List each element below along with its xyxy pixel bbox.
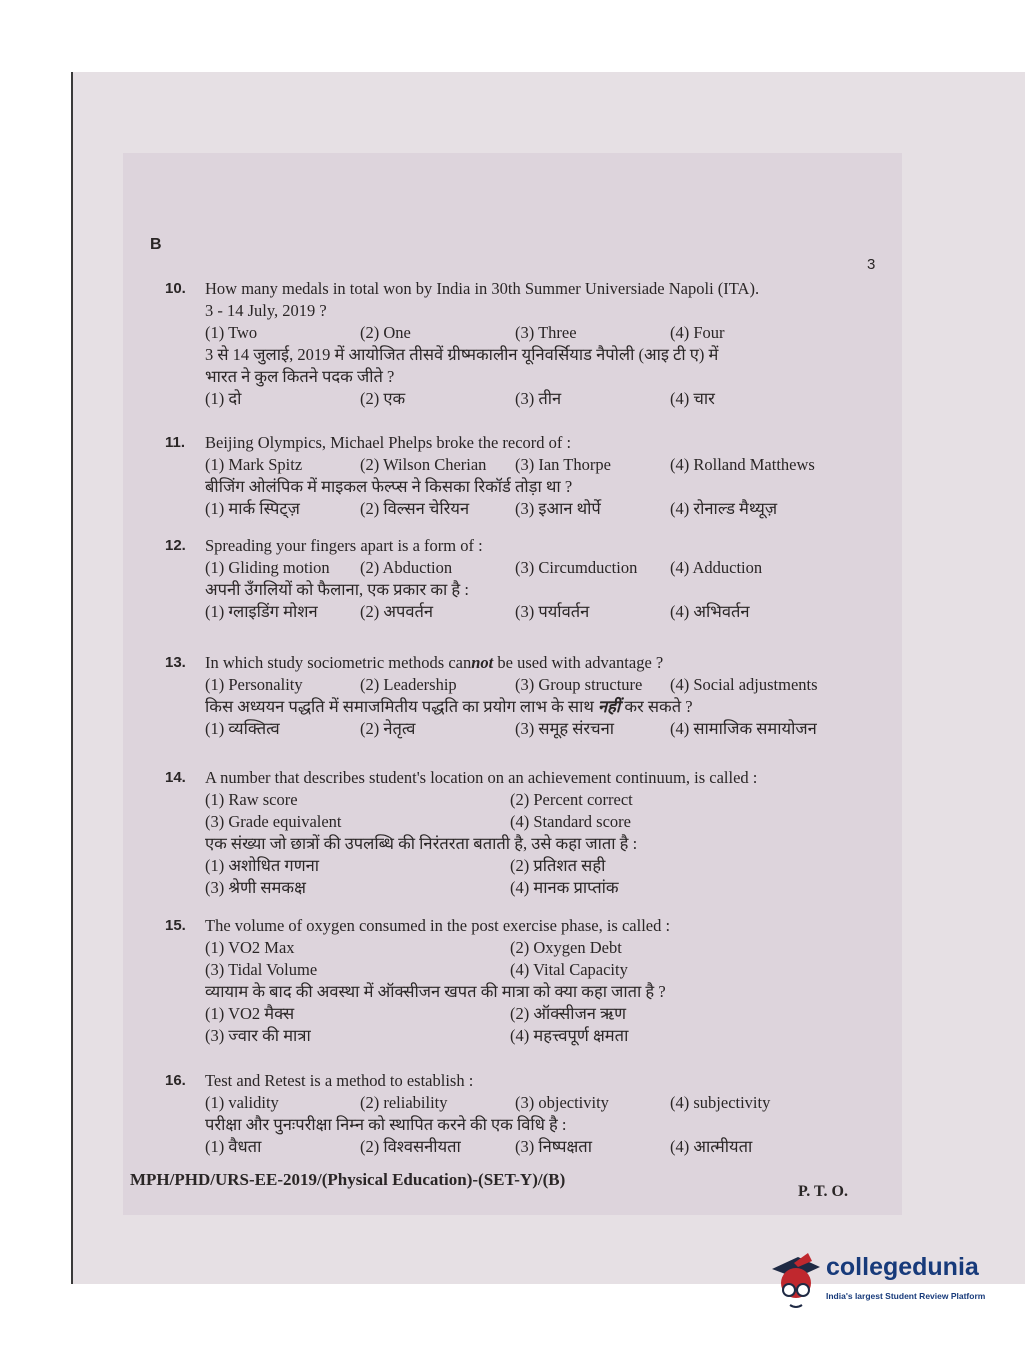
question-stem-hi: बीजिंग ओलंपिक में माइकल फेल्प्स ने किसका रिकॉर्ड तोड़ा था ? — [205, 477, 573, 496]
option-1: (1) Mark Spitz — [205, 455, 303, 474]
question-number: 14. — [165, 769, 186, 786]
option-1: (1) Two — [205, 323, 258, 342]
question-stem-en: Test and Retest is a method to establish : — [205, 1071, 474, 1090]
option-3: (3) श्रेणी समकक्ष — [205, 878, 306, 897]
option-3: (3) Ian Thorpe — [515, 455, 611, 474]
options-hi — [205, 1136, 885, 1158]
option-4: (4) आत्मीयता — [670, 1137, 753, 1156]
question-14 — [165, 767, 885, 899]
question-10 — [165, 278, 885, 410]
option-1: (1) अशोधित गणना — [205, 856, 320, 875]
option-3: (3) objectivity — [515, 1093, 609, 1112]
options-en-row1 — [205, 789, 885, 811]
option-4: (4) Adduction — [670, 558, 763, 577]
option-1: (1) validity — [205, 1093, 279, 1112]
question-11 — [165, 432, 885, 520]
option-3: (3) पर्यावर्तन — [515, 602, 590, 621]
option-2: (2) विश्वसनीयता — [360, 1137, 461, 1156]
options-en — [205, 322, 885, 344]
options-en — [205, 557, 885, 579]
option-4: (4) Rolland Matthews — [670, 455, 815, 474]
question-number: 10. — [165, 280, 186, 297]
option-1: (1) व्यक्तित्व — [205, 719, 280, 738]
option-2: (2) reliability — [360, 1093, 448, 1112]
options-en-row2 — [205, 811, 885, 833]
option-3: (3) Tidal Volume — [205, 960, 318, 979]
options-hi — [205, 718, 885, 740]
option-3: (3) समूह संरचना — [515, 719, 615, 738]
option-1: (1) Personality — [205, 675, 303, 694]
question-number: 11. — [165, 434, 186, 451]
option-2: (2) Leadership — [360, 675, 457, 694]
option-2: (2) One — [360, 323, 411, 342]
pto-label: P. T. O. — [798, 1183, 848, 1200]
stem-text: किस अध्ययन पद्धति में समाजमितीय पद्धति का प्रयोग लाभ के साथ — [205, 697, 599, 716]
option-2: (2) Percent correct — [510, 790, 633, 809]
options-hi-row1 — [205, 1003, 885, 1025]
option-4: (4) चार — [670, 389, 715, 408]
option-3: (3) निष्पक्षता — [515, 1137, 592, 1156]
options-en-row1 — [205, 937, 885, 959]
option-3: (3) Circumduction — [515, 558, 638, 577]
option-3: (3) Group structure — [515, 675, 643, 694]
option-3: (3) इआन थोर्पे — [515, 499, 601, 518]
question-stem-hi: व्यायाम के बाद की अवस्था में ऑक्सीजन खपत की मात्रा को क्या कहा जाता है ? — [205, 982, 666, 1001]
option-2: (2) Oxygen Debt — [510, 938, 622, 957]
question-16 — [165, 1070, 885, 1158]
paper-code: MPH/PHD/URS-EE-2019/(Physical Education)-(SET-Y)/(B) — [130, 1170, 566, 1189]
question-stem-hi — [205, 696, 885, 718]
question-number: 12. — [165, 537, 186, 554]
brand-tagline: India's largest Student Review Platform — [826, 1291, 986, 1301]
option-3: (3) तीन — [515, 389, 562, 408]
question-number: 15. — [165, 917, 186, 934]
option-4: (4) रोनाल्ड मैथ्यूज़ — [670, 499, 778, 518]
option-3: (3) Grade equivalent — [205, 812, 342, 831]
question-stem-hi: अपनी उँगलियों को फैलाना, एक प्रकार का है : — [205, 580, 469, 599]
option-2: (2) Wilson Cherian — [360, 455, 487, 474]
option-4: (4) महत्त्वपूर्ण क्षमता — [510, 1026, 629, 1045]
question-number: 13. — [165, 654, 186, 671]
option-2: (2) प्रतिशत सही — [510, 856, 606, 875]
option-3: (3) ज्वार की मात्रा — [205, 1026, 311, 1045]
graduate-mascot-icon — [768, 1247, 822, 1313]
option-4: (4) subjectivity — [670, 1093, 771, 1112]
options-hi-row2 — [205, 877, 885, 899]
option-1: (1) VO2 मैक्स — [205, 1004, 295, 1023]
question-13 — [165, 652, 885, 740]
option-1: (1) VO2 Max — [205, 938, 295, 957]
option-1: (1) ग्लाइडिंग मोशन — [205, 602, 318, 621]
option-4: (4) अभिवर्तन — [670, 602, 750, 621]
question-12 — [165, 535, 885, 623]
options-en — [205, 674, 885, 696]
question-number: 16. — [165, 1072, 186, 1089]
options-hi — [205, 498, 885, 520]
option-2: (2) विल्सन चेरियन — [360, 499, 470, 518]
question-stem-en: The volume of oxygen consumed in the post exercise phase, is called : — [205, 916, 671, 935]
options-hi-row2 — [205, 1025, 885, 1047]
question-15 — [165, 915, 885, 1047]
stem-text: In which study sociometric methods can — [205, 653, 472, 672]
stem-text: be used with advantage ? — [493, 653, 664, 672]
question-stem-hi: भारत ने कुल कितने पदक जीते ? — [205, 367, 395, 386]
options-en-row2 — [205, 959, 885, 981]
option-1: (1) Raw score — [205, 790, 298, 809]
options-hi-row1 — [205, 855, 885, 877]
option-4: (4) सामाजिक समायोजन — [670, 719, 817, 738]
stem-text: कर सकते ? — [620, 697, 693, 716]
question-stem-en: A number that describes student's location on an achievement continuum, is called : — [205, 768, 758, 787]
set-letter: B — [150, 236, 162, 253]
options-hi — [205, 388, 885, 410]
option-1: (1) दो — [205, 389, 242, 408]
question-stem-en: Spreading your fingers apart is a form of : — [205, 536, 483, 555]
option-1: (1) वैधता — [205, 1137, 262, 1156]
option-4: (4) Vital Capacity — [510, 960, 628, 979]
option-2: (2) नेतृत्व — [360, 719, 416, 738]
option-1: (1) मार्क स्पिट्ज़ — [205, 499, 300, 518]
option-4: (4) Social adjustments — [670, 675, 818, 694]
options-hi — [205, 601, 885, 623]
option-2: (2) Abduction — [360, 558, 453, 577]
question-stem-hi: परीक्षा और पुनःपरीक्षा निम्न को स्थापित करने की एक विधि है : — [205, 1115, 567, 1134]
question-stem-en: How many medals in total won by India in 30th Summer Universiade Napoli (ITA). — [205, 279, 760, 298]
question-stem-en — [205, 652, 885, 674]
option-2: (2) ऑक्सीजन ऋण — [510, 1004, 627, 1023]
stem-emphasis: not — [471, 653, 494, 672]
option-2: (2) एक — [360, 389, 406, 408]
stem-emphasis: नहीं — [598, 697, 621, 716]
question-stem-hi: 3 से 14 जुलाई, 2019 में आयोजित तीसवें ग्रीष्मकालीन यूनिवर्सियाड नैपोली (आइ टी ए) में — [205, 345, 719, 364]
question-stem-hi: एक संख्या जो छात्रों की उपलब्धि की निरंतरता बताती है, उसे कहा जाता है : — [205, 834, 638, 853]
option-4: (4) Standard score — [510, 812, 631, 831]
option-1: (1) Gliding motion — [205, 558, 330, 577]
brand-name: collegedunia — [826, 1253, 979, 1281]
page-number: 3 — [867, 256, 876, 273]
option-3: (3) Three — [515, 323, 577, 342]
question-stem-en: 3 - 14 July, 2019 ? — [205, 301, 327, 320]
option-2: (2) अपवर्तन — [360, 602, 434, 621]
options-en — [205, 1092, 885, 1114]
options-en — [205, 454, 885, 476]
option-4: (4) Four — [670, 323, 725, 342]
collegedunia-watermark — [768, 1247, 998, 1317]
option-4: (4) मानक प्राप्तांक — [510, 878, 619, 897]
question-stem-en: Beijing Olympics, Michael Phelps broke the record of : — [205, 433, 572, 452]
